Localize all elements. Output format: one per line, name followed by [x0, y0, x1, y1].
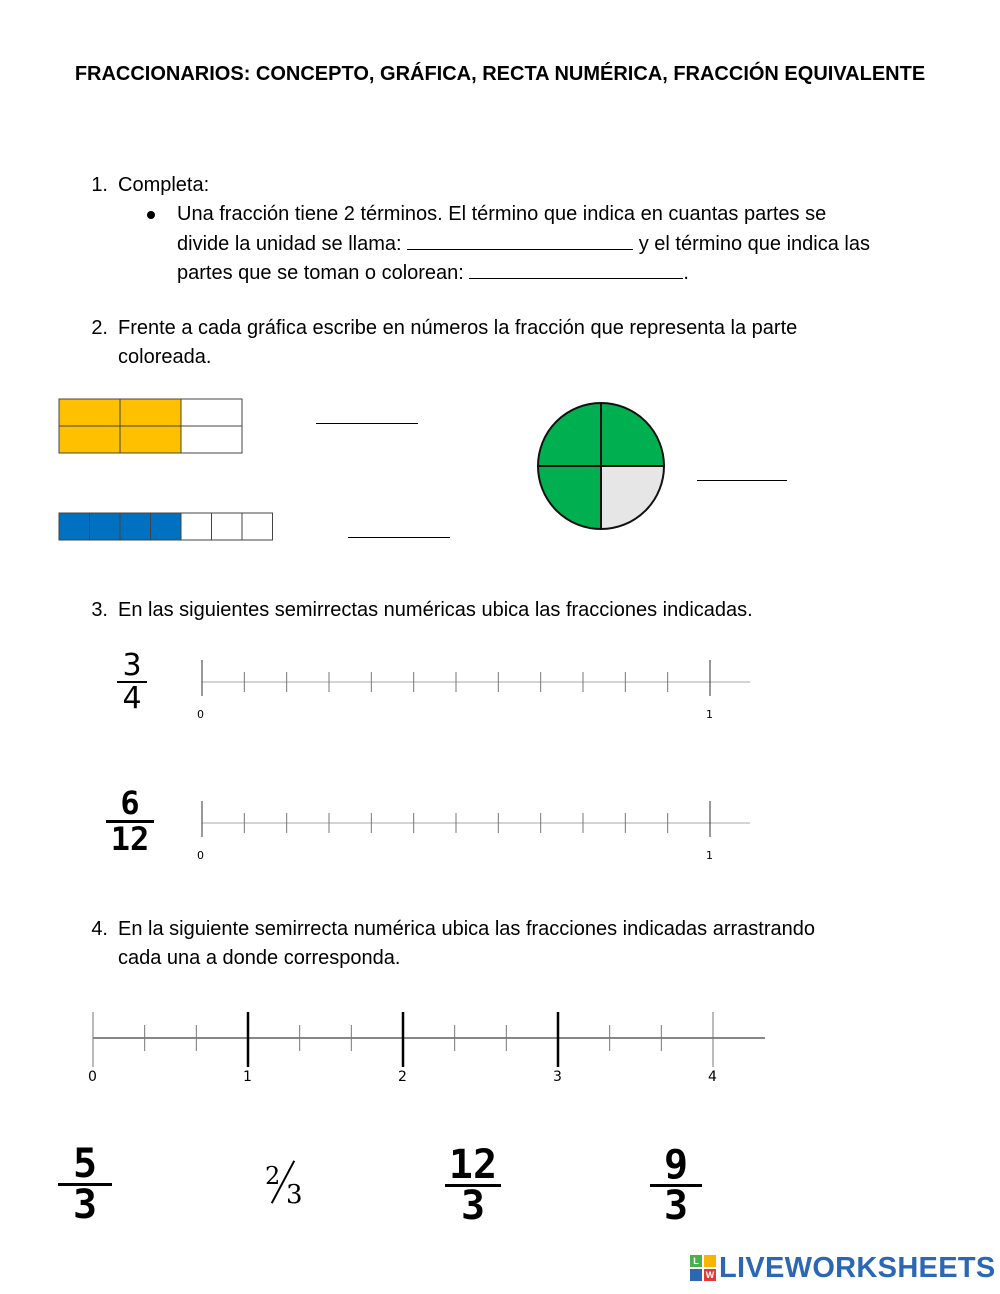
q1-line3-period: . [683, 262, 689, 284]
pie-slice-colored [538, 466, 601, 529]
numerator-answer-blank[interactable] [469, 258, 683, 279]
fraction-numerator: 9 [663, 1142, 689, 1188]
yellow-grid-graphic [58, 398, 244, 456]
strip-cell-colored [59, 513, 90, 540]
blue-strip-graphic [58, 512, 276, 542]
q1-bullet-line3 [177, 258, 689, 288]
logo-square [704, 1255, 716, 1267]
strip-cell-colored [120, 513, 151, 540]
number-line-2[interactable] [190, 797, 760, 867]
pie-slice-empty [601, 466, 664, 529]
number-line-label-4: 4 [708, 1069, 717, 1085]
fraction-6-12 [104, 784, 156, 858]
number-line-1-start-label: 0 [197, 708, 204, 721]
q1-line2-text-b: y el término que indica las [638, 233, 870, 255]
logo-square-l: L [690, 1255, 702, 1267]
bullet-dot [147, 211, 155, 219]
yellow-grid-answer-line[interactable] [316, 423, 418, 424]
number-line-0-to-4[interactable] [80, 1005, 780, 1095]
q4-number: 4. [91, 918, 108, 940]
liveworksheets-brand: LIVEWORKSHEETS [719, 1252, 996, 1284]
q3-text: En las siguientes semirrectas numéricas ubica las fracciones indicadas. [118, 599, 753, 621]
fraction-denominator: 4 [122, 681, 142, 716]
blue-strip-answer-line[interactable] [348, 537, 450, 538]
number-line-label-3: 3 [553, 1069, 562, 1085]
q1-bullet-line1: Una fracción tiene 2 términos. El término que indica en cuantas partes se [177, 203, 827, 225]
liveworksheets-logo-icon [690, 1255, 718, 1283]
page-title: FRACCIONARIOS: CONCEPTO, GRÁFICA, RECTA NUMÉRICA, FRACCIÓN EQUIVALENTE [74, 63, 926, 85]
fraction-numerator: 12 [448, 1142, 498, 1188]
circle-answer-line[interactable] [697, 480, 787, 481]
number-line-label-0: 0 [88, 1069, 97, 1085]
q4-line1: En la siguiente semirrecta numérica ubica las fracciones indicadas arrastrando [118, 918, 816, 940]
strip-cell-empty [181, 513, 212, 540]
fraction-denominator: 3 [663, 1183, 689, 1229]
fraction-denominator: 12 [110, 820, 150, 858]
fraction-denominator: 3 [286, 1180, 303, 1210]
draggable-fraction-12-3[interactable] [442, 1142, 504, 1229]
draggable-fraction-9-3[interactable] [648, 1142, 704, 1229]
pie-slice-colored [538, 403, 601, 466]
q3-number: 3. [91, 599, 108, 621]
q1-line2-text-a: divide la unidad se llama: [177, 233, 402, 255]
q1-bullet-line2 [177, 229, 870, 259]
grid-cell-colored [120, 399, 181, 426]
number-line-1[interactable] [190, 656, 760, 726]
strip-cell-empty [242, 513, 273, 540]
pie-slice-colored [601, 403, 664, 466]
strip-cell-colored [90, 513, 121, 540]
grid-cell-empty [181, 426, 242, 453]
q2-number: 2. [91, 317, 108, 339]
strip-cell-empty [212, 513, 243, 540]
logo-square [690, 1269, 702, 1281]
q1-prompt: Completa: [118, 174, 210, 196]
number-line-2-start-label: 0 [197, 849, 204, 862]
strip-cell-colored [151, 513, 182, 540]
grid-cell-colored [59, 426, 120, 453]
grid-cell-empty [181, 399, 242, 426]
grid-cell-colored [120, 426, 181, 453]
q4-line2: cada una a donde corresponda. [118, 947, 401, 969]
denominator-answer-blank[interactable] [407, 229, 633, 250]
q2-line1: Frente a cada gráfica escribe en números la fracción que representa la parte [118, 317, 798, 339]
grid-cell-colored [59, 399, 120, 426]
number-line-2-end-label: 1 [706, 849, 713, 862]
fraction-denominator: 3 [460, 1183, 486, 1229]
draggable-fraction-5-3[interactable] [56, 1141, 114, 1228]
number-line-label-2: 2 [398, 1069, 407, 1085]
draggable-fraction-2-3[interactable] [262, 1160, 312, 1216]
q2-line2: coloreada. [118, 346, 212, 368]
fraction-numerator: 5 [72, 1141, 98, 1187]
circle-graphic [534, 400, 668, 532]
fraction-denominator: 3 [72, 1182, 98, 1228]
q1-number: 1. [91, 174, 108, 196]
number-line-label-1: 1 [243, 1069, 252, 1085]
fraction-numerator: 3 [122, 648, 142, 683]
fraction-numerator: 6 [120, 784, 140, 822]
q1-line3-text-a: partes que se toman o colorean: [177, 262, 464, 284]
fraction-numerator: 2 [265, 1162, 281, 1190]
fraction-3-4 [114, 650, 150, 714]
number-line-1-end-label: 1 [706, 708, 713, 721]
logo-square-w: W [705, 1270, 715, 1280]
